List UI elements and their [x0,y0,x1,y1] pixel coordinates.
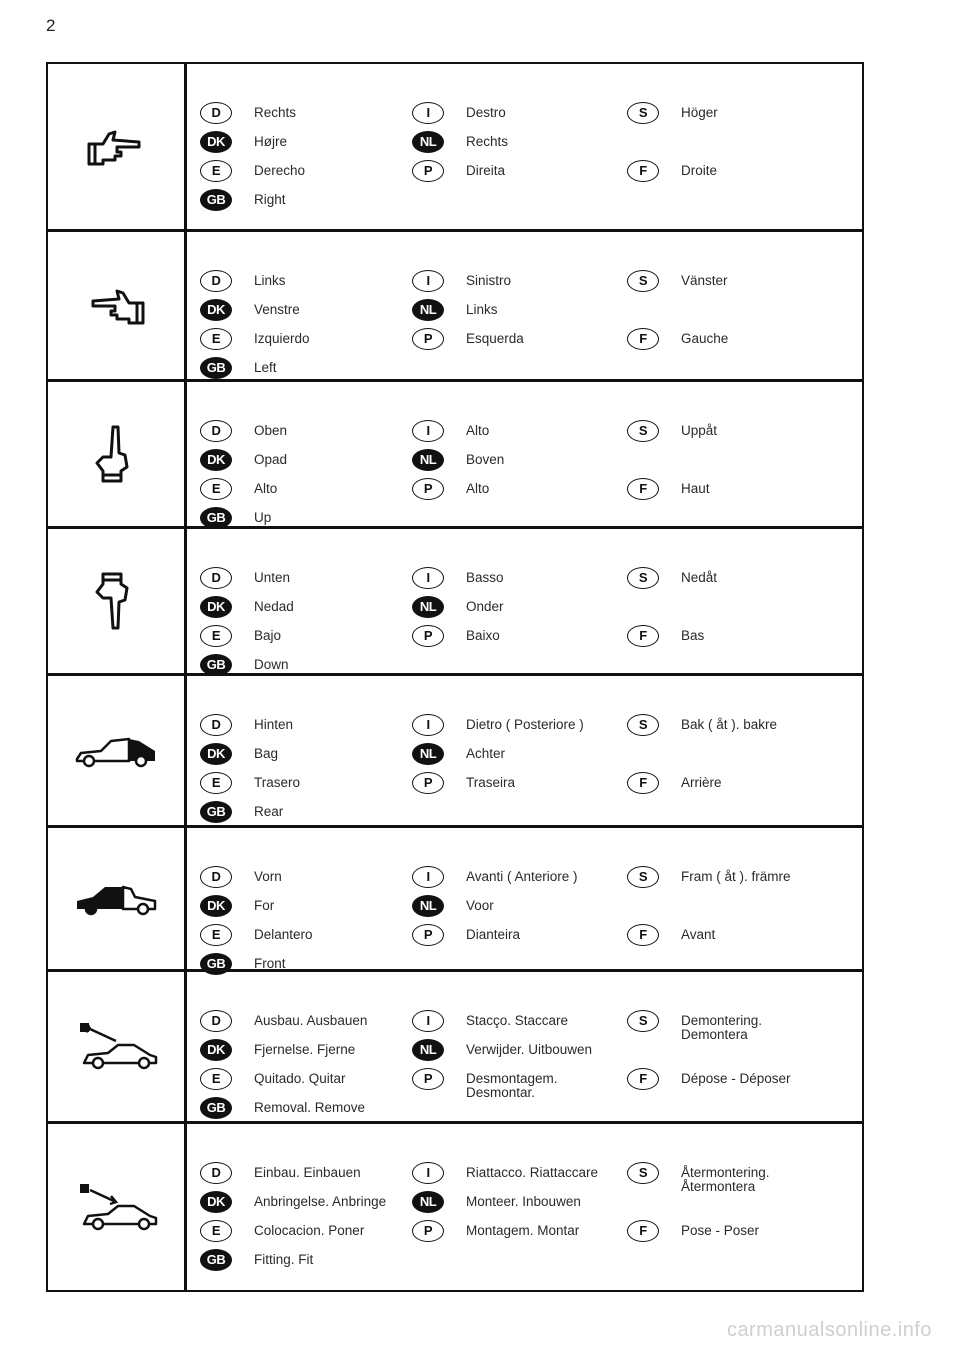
language-code-nl: NL [412,299,444,321]
language-code-gb: GB [200,507,232,529]
entry-dk [200,747,278,765]
entry-e [200,928,313,946]
language-code-e: E [200,478,232,500]
language-code-e: E [200,160,232,182]
entry-dk [200,453,287,471]
language-code-dk: DK [200,1039,232,1061]
language-code-d: D [200,1162,232,1184]
translation-word: Bas [681,628,705,643]
translation-row [48,1124,862,1292]
entry-e [200,1072,346,1090]
translation-word: Arrière [681,775,722,790]
language-code-s: S [627,1010,659,1032]
language-code-i: I [412,1162,444,1184]
translation-word: Vänster [681,273,728,288]
language-code-gb: GB [200,654,232,676]
translation-word: Haut [681,481,710,496]
translation-word: Nedad [254,599,294,614]
translation-word: Gauche [681,331,729,346]
entry-nl [412,899,494,917]
language-code-gb: GB [200,1097,232,1119]
entry-p [412,1072,558,1100]
language-code-d: D [200,1010,232,1032]
entry-i [412,424,489,442]
language-code-f: F [627,328,659,350]
translation-word: Links [254,273,286,288]
entry-i [412,718,584,736]
car-front-highlight-icon [48,828,184,969]
entry-gb [200,805,283,823]
translation-word: Demontering. Demontera [681,1013,763,1042]
language-code-d: D [200,270,232,292]
translation-word: Derecho [254,163,306,178]
entry-nl [412,747,505,765]
entry-p [412,629,500,647]
entry-dk [200,899,274,917]
language-code-p: P [412,160,444,182]
hand-pointing-down-icon [48,529,184,673]
entry-f [627,776,722,794]
translation-word: Izquierdo [254,331,310,346]
language-code-gb: GB [200,953,232,975]
translation-word: Monteer. Inbouwen [466,1194,581,1209]
translation-word: Onder [466,599,504,614]
watermark-logo: carmanualsonline.info [726,1319,932,1341]
translation-word: Vorn [254,869,282,884]
translation-table [46,62,864,1292]
entry-e [200,332,310,350]
translation-word: Basso [466,570,504,585]
language-code-p: P [412,328,444,350]
entry-e [200,482,277,500]
translation-word: Montagem. Montar [466,1223,580,1238]
language-code-nl: NL [412,449,444,471]
hand-pointing-up-icon [48,382,184,526]
translation-word: Voor [466,898,494,913]
entry-p [412,1224,579,1242]
language-code-gb: GB [200,189,232,211]
translation-word: Fjernelse. Fjerne [254,1042,356,1057]
entry-i [412,571,504,589]
language-code-f: F [627,1220,659,1242]
language-code-s: S [627,567,659,589]
translation-word: Uppåt [681,423,718,438]
entry-i [412,1166,598,1184]
translation-word: For [254,898,275,913]
language-code-i: I [412,420,444,442]
translation-word: Återmontering. Återmontera [681,1165,770,1194]
translation-word: Baixo [466,628,500,643]
entry-i [412,1014,568,1032]
entry-f [627,482,710,500]
hand-pointing-right-icon [48,64,184,229]
entry-e [200,776,300,794]
language-code-f: F [627,160,659,182]
language-code-e: E [200,1068,232,1090]
entry-i [412,870,578,888]
translation-word: Rechts [466,134,509,149]
language-code-d: D [200,102,232,124]
language-code-nl: NL [412,596,444,618]
entry-p [412,332,524,350]
language-code-nl: NL [412,131,444,153]
language-code-nl: NL [412,743,444,765]
translation-row [48,676,862,828]
translation-word: Bak ( åt ). bakre [681,717,778,732]
entry-dk [200,600,294,618]
language-code-p: P [412,1068,444,1090]
language-code-dk: DK [200,596,232,618]
translation-word: Stacço. Staccare [466,1013,569,1028]
translation-word: Achter [466,746,506,761]
translation-word: Verwijder. Uitbouwen [466,1042,593,1057]
translation-word: Bag [254,746,279,761]
language-code-dk: DK [200,1191,232,1213]
language-code-p: P [412,924,444,946]
translation-word: Rechts [254,105,297,120]
entry-nl [412,1043,592,1061]
translation-word: Links [466,302,498,317]
entry-nl [412,600,504,618]
entry-i [412,106,506,124]
entry-gb [200,361,277,379]
entry-nl [412,303,498,321]
language-code-s: S [627,1162,659,1184]
translation-row [48,828,862,972]
translation-word: Ausbau. Ausbauen [254,1013,368,1028]
entry-s [627,106,718,124]
translation-word: Alto [466,423,490,438]
entry-s [627,1166,770,1194]
language-code-f: F [627,478,659,500]
entry-d [200,1014,367,1032]
translation-word: Quitado. Quitar [254,1071,346,1086]
translation-word: Alto [466,481,490,496]
translation-row [48,972,862,1124]
language-code-nl: NL [412,1039,444,1061]
language-code-d: D [200,714,232,736]
language-code-dk: DK [200,131,232,153]
entry-s [627,718,777,736]
language-code-i: I [412,866,444,888]
entry-s [627,870,791,888]
translation-word: Colocacion. Poner [254,1223,365,1238]
translation-word: Opad [254,452,288,467]
entry-gb [200,511,271,529]
translation-word: Venstre [254,302,300,317]
entry-d [200,424,287,442]
translation-word: Up [254,510,272,525]
translation-word: Down [254,657,289,672]
language-code-i: I [412,102,444,124]
language-code-nl: NL [412,895,444,917]
entry-gb [200,1101,365,1119]
translation-word: Right [254,192,286,207]
entry-p [412,482,489,500]
translation-word: Alto [254,481,278,496]
language-code-s: S [627,714,659,736]
translation-word: Boven [466,452,505,467]
translation-row [48,382,862,529]
translation-word: Trasero [254,775,301,790]
language-code-e: E [200,1220,232,1242]
language-code-f: F [627,625,659,647]
translation-word: Droite [681,163,718,178]
translation-word: Desmontagem. Desmontar. [466,1071,558,1100]
translation-word: Rear [254,804,284,819]
car-removal-icon [48,972,184,1121]
entry-dk [200,1043,355,1061]
language-code-e: E [200,772,232,794]
entry-s [627,1014,762,1042]
translation-word: Højre [254,134,287,149]
translation-word: Unten [254,570,291,585]
language-code-e: E [200,328,232,350]
language-code-gb: GB [200,801,232,823]
translation-word: Direita [466,163,506,178]
entry-d [200,1166,361,1184]
language-code-d: D [200,567,232,589]
translation-word: Avanti ( Anteriore ) [466,869,578,884]
entry-f [627,1072,791,1090]
language-code-e: E [200,924,232,946]
translation-word: Dietro ( Posteriore ) [466,717,584,732]
language-code-d: D [200,866,232,888]
entry-nl [412,135,508,153]
translation-word: Avant [681,927,716,942]
entry-e [200,629,281,647]
translation-word: Front [254,956,286,971]
car-rear-highlight-icon [48,676,184,825]
translation-word: Destro [466,105,506,120]
translation-word: Fitting. Fit [254,1252,314,1267]
language-code-gb: GB [200,1249,232,1271]
entry-f [627,629,704,647]
language-code-i: I [412,1010,444,1032]
language-code-dk: DK [200,743,232,765]
translation-word: Höger [681,105,718,120]
translation-word: Hinten [254,717,294,732]
hand-pointing-left-icon [48,232,184,379]
translation-word: Delantero [254,927,313,942]
translation-word: Pose - Poser [681,1223,760,1238]
language-code-p: P [412,1220,444,1242]
entry-s [627,571,717,589]
translation-word: Anbringelse. Anbringe [254,1194,387,1209]
translation-word: Oben [254,423,288,438]
language-code-dk: DK [200,299,232,321]
language-code-s: S [627,866,659,888]
translation-word: Riattacco. Riattaccare [466,1165,599,1180]
translation-row [48,64,862,232]
entry-i [412,274,511,292]
entry-p [412,776,515,794]
entry-e [200,164,305,182]
language-code-dk: DK [200,895,232,917]
entry-dk [200,135,287,153]
language-code-s: S [627,270,659,292]
entry-f [627,1224,759,1242]
entry-dk [200,303,300,321]
entry-d [200,571,290,589]
language-code-p: P [412,478,444,500]
translation-word: Nedåt [681,570,718,585]
translation-row [48,529,862,676]
entry-s [627,274,728,292]
translation-word: Dianteira [466,927,521,942]
entry-gb [200,1253,313,1271]
language-code-d: D [200,420,232,442]
entry-p [412,928,520,946]
language-code-i: I [412,714,444,736]
language-code-f: F [627,924,659,946]
translation-word: Sinistro [466,273,512,288]
entry-dk [200,1195,386,1213]
translation-row [48,232,862,382]
entry-d [200,106,296,124]
entry-nl [412,453,504,471]
entry-d [200,274,286,292]
entry-d [200,870,282,888]
language-code-p: P [412,772,444,794]
language-code-f: F [627,1068,659,1090]
language-code-gb: GB [200,357,232,379]
entry-gb [200,193,286,211]
language-code-p: P [412,625,444,647]
entry-nl [412,1195,581,1213]
entry-p [412,164,505,182]
language-code-s: S [627,102,659,124]
entry-f [627,928,715,946]
entry-f [627,164,717,182]
language-code-dk: DK [200,449,232,471]
car-fitting-icon [48,1124,184,1292]
entry-s [627,424,717,442]
entry-e [200,1224,364,1242]
language-code-i: I [412,270,444,292]
translation-word: Fram ( åt ). främre [681,869,791,884]
translation-word: Dépose - Déposer [681,1071,791,1086]
language-code-e: E [200,625,232,647]
language-code-nl: NL [412,1191,444,1213]
translation-word: Einbau. Einbauen [254,1165,361,1180]
language-code-s: S [627,420,659,442]
translation-word: Left [254,360,277,375]
page-number: 2 [46,16,56,35]
translation-word: Esquerda [466,331,524,346]
translation-word: Traseira [466,775,516,790]
entry-f [627,332,728,350]
translation-word: Removal. Remove [254,1100,366,1115]
translation-word: Bajo [254,628,282,643]
entry-gb [200,658,289,676]
language-code-i: I [412,567,444,589]
language-code-f: F [627,772,659,794]
entry-d [200,718,293,736]
